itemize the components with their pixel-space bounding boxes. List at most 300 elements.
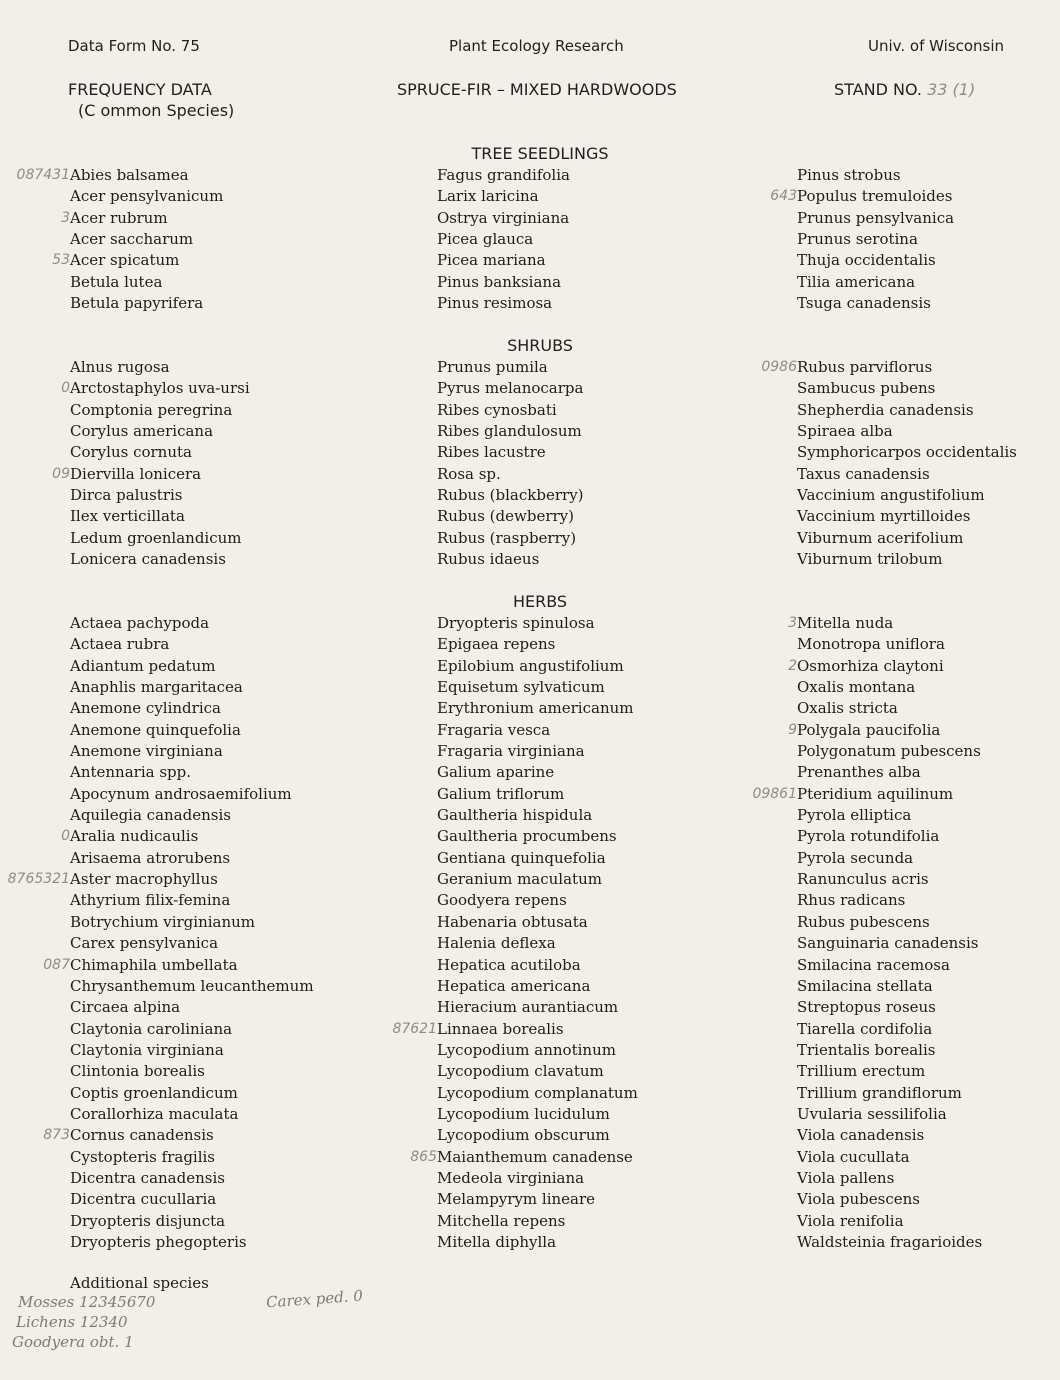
handwritten-tally: 3 (61, 209, 70, 226)
species-name: Arctostaphylos uva-ursi (70, 379, 250, 398)
species-row (437, 528, 584, 549)
species-name: Antennaria spp. (70, 763, 192, 782)
species-row (797, 826, 982, 847)
species-row (70, 186, 223, 207)
species-name: Melampyrym lineare (437, 1190, 596, 1209)
species-row (797, 485, 1017, 506)
species-name: Taxus canadensis (797, 464, 930, 483)
species-row (797, 1040, 982, 1061)
species-name: Prunus serotina (797, 230, 918, 249)
species-name: Ledum groenlandicum (70, 528, 242, 547)
species-row (70, 357, 250, 378)
species-name: Rubus idaeus (437, 550, 540, 569)
species-name: Alnus rugosa (70, 358, 170, 376)
species-name: Viola cucullata (797, 1147, 910, 1166)
species-row (797, 378, 1017, 399)
species-name: Ribes cynosbati (437, 400, 557, 419)
species-name: Anemone virginiana (70, 742, 223, 761)
species-row (70, 805, 314, 826)
shrubs-col1 (52, 357, 250, 570)
species-row (437, 186, 570, 207)
species-name: Oxalis stricta (797, 699, 898, 718)
species-row (788, 656, 982, 677)
species-name: Acer spicatum (70, 251, 180, 270)
species-name: Comptonia peregrina (70, 400, 233, 419)
species-name: Epigaea repens (437, 635, 556, 654)
species-row (437, 1211, 638, 1232)
species-row (70, 400, 250, 421)
species-row (437, 613, 638, 634)
handwritten-tally: 53 (52, 252, 70, 269)
species-name: Pinus resimosa (437, 294, 553, 313)
species-row (797, 1168, 982, 1189)
species-row (437, 250, 570, 271)
species-row (437, 1104, 638, 1125)
species-name: Lycopodium obscurum (437, 1126, 610, 1145)
species-name: Pyrola elliptica (797, 806, 912, 825)
shrubs-col3 (761, 357, 1017, 570)
species-name: Rubus (raspberry) (437, 528, 577, 547)
species-name: Symphoricarpos occidentalis (797, 443, 1017, 462)
species-row (437, 848, 638, 869)
species-name: Lycopodium clavatum (437, 1062, 604, 1081)
species-row (437, 293, 570, 314)
species-row (437, 677, 638, 698)
handwritten-mosses: Mosses 12345670 (18, 1293, 156, 1311)
species-name: Trientalis borealis (797, 1040, 936, 1059)
handwritten-tally: 8765321 (7, 871, 70, 888)
species-name: Cornus canadensis (70, 1126, 214, 1145)
species-name: Mitchella repens (437, 1211, 566, 1230)
species-row (797, 933, 982, 954)
species-row (797, 890, 982, 911)
species-row (437, 869, 638, 890)
species-name: Botrychium virginianum (70, 912, 256, 931)
species-row (797, 677, 982, 698)
species-name: Tilia americana (797, 272, 916, 291)
species-row (797, 762, 982, 783)
species-name: Dryopteris phegopteris (70, 1232, 247, 1251)
species-name: Viola canadensis (797, 1126, 925, 1145)
handwritten-tally: 09 (52, 465, 70, 482)
species-row (70, 1083, 314, 1104)
species-row (752, 784, 982, 805)
species-row (437, 1189, 638, 1210)
species-row (70, 890, 314, 911)
species-name: Hepatica acutiloba (437, 955, 581, 974)
species-name: Halenia deflexa (437, 934, 556, 953)
species-name: Smilacina stellata (797, 976, 933, 995)
species-name: Rubus (blackberry) (437, 486, 584, 505)
species-row (437, 805, 638, 826)
tree-seedlings-col3 (770, 165, 955, 314)
species-name: Circaea alpina (70, 998, 181, 1017)
species-name: Viburnum trilobum (797, 550, 943, 569)
species-row (70, 997, 314, 1018)
species-name: Acer saccharum (70, 230, 194, 249)
species-row (797, 805, 982, 826)
species-row (437, 762, 638, 783)
species-row (437, 784, 638, 805)
species-row (437, 741, 638, 762)
species-row (70, 912, 314, 933)
species-name: Corallorhiza maculata (70, 1104, 239, 1123)
species-row (437, 698, 638, 719)
species-row (437, 997, 638, 1018)
additional-species-label: Additional species (70, 1274, 209, 1292)
handwritten-tally: 0 (61, 828, 70, 845)
species-name: Diervilla lonicera (70, 464, 202, 483)
species-row (797, 208, 954, 229)
species-row (70, 677, 314, 698)
species-name: Carex pensylvanica (70, 934, 219, 953)
species-row (797, 912, 982, 933)
species-row (797, 698, 982, 719)
species-name: Lycopodium annotinum (437, 1040, 616, 1059)
species-row (70, 506, 250, 527)
species-name: Acer rubrum (70, 208, 168, 227)
species-row (70, 421, 250, 442)
species-row (61, 826, 314, 847)
species-name: Abies balsamea (70, 166, 189, 184)
species-name: Geranium maculatum (437, 870, 602, 889)
species-name: Chimaphila umbellata (70, 955, 238, 974)
species-name: Aster macrophyllus (70, 870, 218, 889)
species-name: Chrysanthemum leucanthemum (70, 976, 314, 995)
handwritten-tally: 087 (43, 956, 70, 973)
species-row (797, 741, 982, 762)
species-row (70, 634, 314, 655)
species-row (70, 1019, 314, 1040)
species-name: Ostrya virginiana (437, 208, 570, 227)
species-name: Spiraea alba (797, 422, 893, 441)
species-name: Polygonatum pubescens (797, 742, 981, 761)
species-row (797, 955, 982, 976)
herbs-col1 (7, 613, 314, 1253)
species-row (797, 528, 1017, 549)
species-name: Betula lutea (70, 272, 163, 291)
species-name: Viola renifolia (797, 1211, 904, 1230)
species-row (70, 1061, 314, 1082)
species-row (797, 1104, 982, 1125)
species-name: Galium triflorum (437, 784, 565, 803)
species-name: Pyrus melanocarpa (437, 379, 584, 398)
species-name: Habenaria obtusata (437, 912, 588, 931)
species-row (437, 634, 638, 655)
handwritten-tally: 087431 (16, 167, 70, 183)
species-row (437, 208, 570, 229)
species-name: Prunus pensylvanica (797, 208, 955, 227)
species-row (797, 464, 1017, 485)
species-row (70, 549, 250, 570)
species-name: Adiantum pedatum (70, 656, 216, 675)
handwritten-tally: 873 (43, 1127, 70, 1144)
species-name: Medeola virginiana (437, 1168, 585, 1187)
species-row (797, 1189, 982, 1210)
species-name: Mitella diphylla (437, 1232, 557, 1251)
species-row (797, 400, 1017, 421)
species-name: Streptopus roseus (797, 998, 936, 1017)
species-row (797, 549, 1017, 570)
species-name: Anaphlis margaritacea (70, 678, 243, 697)
section-title-tree-seedlings: TREE SEEDLINGS (471, 144, 609, 163)
handwritten-tally: 865 (410, 1148, 437, 1165)
species-row (392, 1019, 638, 1040)
species-name: Ribes glandulosum (437, 422, 582, 441)
species-row (797, 293, 954, 314)
species-row (437, 656, 638, 677)
species-name: Apocynum androsaemifolium (70, 784, 292, 803)
species-name: Epilobium angustifolium (437, 656, 624, 675)
species-row (70, 442, 250, 463)
species-row (797, 1211, 982, 1232)
species-row (437, 720, 638, 741)
species-name: Maianthemum canadense (437, 1147, 633, 1166)
species-row (52, 464, 250, 485)
shrubs-col2 (437, 357, 584, 570)
species-row (797, 848, 982, 869)
handwritten-tally: 2 (788, 657, 797, 674)
species-row (7, 869, 314, 890)
handwritten-tally: 0986 (761, 359, 797, 375)
species-row (437, 933, 638, 954)
species-row (70, 848, 314, 869)
species-name: Rubus pubescens (797, 912, 930, 931)
species-row (43, 1125, 314, 1146)
species-row (70, 698, 314, 719)
species-row (797, 976, 982, 997)
herbs-col2 (392, 613, 638, 1253)
species-name: Lycopodium lucidulum (437, 1104, 610, 1123)
handwritten-goodyera: Goodyera obt. 1 (12, 1333, 134, 1351)
species-name: Dryopteris spinulosa (437, 614, 595, 632)
species-name: Fagus grandifolia (437, 166, 570, 184)
species-row (437, 229, 570, 250)
species-row (797, 229, 954, 250)
species-row (70, 1168, 314, 1189)
species-name: Coptis groenlandicum (70, 1083, 238, 1102)
species-name: Thuja occidentalis (797, 251, 936, 270)
handwritten-tally: 09861 (752, 785, 797, 802)
species-row (70, 1104, 314, 1125)
species-name: Athyrium filix-femina (70, 891, 231, 910)
species-name: Pyrola rotundifolia (797, 827, 940, 846)
species-row (797, 1147, 982, 1168)
handwritten-lichens: Lichens 12340 (16, 1313, 128, 1331)
species-name: Betula papyrifera (70, 294, 204, 313)
handwritten-tally: 0 (61, 380, 70, 397)
species-name: Corylus cornuta (70, 443, 192, 462)
species-name: Shepherdia canadensis (797, 400, 974, 419)
species-name: Polygala paucifolia (797, 720, 941, 739)
species-name: Vaccinium angustifolium (797, 486, 985, 505)
species-row (70, 1147, 314, 1168)
species-row (437, 506, 584, 527)
species-name: Pinus strobus (797, 166, 901, 184)
species-row (410, 1147, 638, 1168)
tree-seedlings-col2 (437, 165, 570, 314)
species-row (797, 250, 954, 271)
species-row (437, 442, 584, 463)
species-name: Aquilegia canadensis (70, 806, 231, 825)
institution-name: Univ. of Wisconsin (868, 37, 1005, 55)
species-name: Erythronium americanum (437, 699, 634, 718)
species-row (437, 464, 584, 485)
species-row (437, 378, 584, 399)
species-row (788, 613, 982, 634)
species-row (437, 485, 584, 506)
species-row (797, 165, 954, 186)
species-row (70, 528, 250, 549)
handwritten-tally: 3 (788, 615, 797, 631)
species-row (70, 1189, 314, 1210)
form-number: Data Form No. 75 (68, 37, 200, 55)
species-name: Lycopodium complanatum (437, 1083, 638, 1102)
species-name: Anemone cylindrica (70, 699, 221, 718)
species-row (70, 485, 250, 506)
species-name: Gaultheria hispidula (437, 806, 593, 825)
species-name: Ilex verticillata (70, 507, 185, 526)
species-name: Trillium erectum (797, 1062, 926, 1081)
species-name: Corylus americana (70, 422, 214, 441)
species-row (70, 933, 314, 954)
herbs-col3 (752, 613, 983, 1253)
species-row (437, 890, 638, 911)
tree-seedlings-col1 (16, 165, 224, 314)
species-row (43, 955, 314, 976)
stand-number (834, 80, 975, 99)
species-row (797, 997, 982, 1018)
species-name: Vaccinium myrtilloides (797, 507, 971, 526)
species-name: Actaea rubra (70, 635, 170, 654)
species-name: Fragaria vesca (437, 720, 551, 739)
species-name: Dirca palustris (70, 486, 183, 505)
species-name: Oxalis montana (797, 678, 916, 697)
species-name: Fragaria virginiana (437, 742, 585, 761)
species-name: Rosa sp. (437, 464, 501, 483)
species-row (70, 784, 314, 805)
species-row (70, 762, 314, 783)
species-row (437, 826, 638, 847)
species-name: Clintonia borealis (70, 1062, 205, 1081)
species-row (437, 1083, 638, 1104)
species-name: Sanguinaria canadensis (797, 934, 979, 953)
species-name: Prunus pumila (437, 358, 548, 376)
species-name: Hepatica americana (437, 976, 591, 995)
species-row (70, 720, 314, 741)
species-name: Picea glauca (437, 230, 534, 249)
species-row (437, 1040, 638, 1061)
species-name: Smilacina racemosa (797, 955, 950, 974)
species-row (70, 1040, 314, 1061)
species-row (70, 1211, 314, 1232)
species-row (437, 165, 570, 186)
species-row (797, 1125, 982, 1146)
species-row (788, 720, 982, 741)
species-row (437, 955, 638, 976)
species-name: Pyrola secunda (797, 848, 914, 867)
species-name: Pinus banksiana (437, 272, 562, 291)
community-title: SPRUCE-FIR – MIXED HARDWOODS (397, 80, 677, 99)
species-row (70, 229, 223, 250)
species-row (437, 421, 584, 442)
species-row (437, 976, 638, 997)
species-row (437, 912, 638, 933)
species-name: Dryopteris disjuncta (70, 1211, 226, 1230)
species-row (52, 250, 223, 271)
species-row (797, 1232, 982, 1253)
handwritten-carex: Carex ped. 0 (265, 1286, 364, 1312)
species-name: Populus tremuloides (797, 187, 953, 206)
species-name: Rhus radicans (797, 891, 906, 910)
species-row (70, 1232, 314, 1253)
handwritten-tally: 9 (788, 721, 797, 738)
species-row (16, 165, 223, 186)
species-row (797, 272, 954, 293)
species-name: Rubus (dewberry) (437, 507, 574, 526)
species-row (797, 442, 1017, 463)
handwritten-tally: 643 (770, 188, 797, 205)
program-name: Plant Ecology Research (449, 37, 624, 55)
species-name: Prenanthes alba (797, 763, 921, 782)
species-row (70, 976, 314, 997)
species-name: Goodyera repens (437, 891, 567, 910)
species-name: Dicentra cucullaria (70, 1190, 217, 1209)
species-name: Trillium grandiflorum (797, 1083, 962, 1102)
species-name: Lonicera canadensis (70, 550, 226, 569)
frequency-subtitle: (C ommon Species) (78, 101, 235, 120)
species-name: Arisaema atrorubens (70, 848, 231, 867)
species-name: Gentiana quinquefolia (437, 848, 606, 867)
species-name: Linnaea borealis (437, 1019, 564, 1038)
species-name: Gaultheria procumbens (437, 827, 617, 846)
frequency-title: FREQUENCY DATA (68, 80, 212, 99)
species-row (70, 741, 314, 762)
species-name: Viola pallens (797, 1168, 895, 1187)
species-row (437, 1061, 638, 1082)
species-name: Anemone quinquefolia (70, 720, 241, 739)
species-name: Osmorhiza claytoni (797, 656, 944, 675)
species-name: Ranunculus acris (797, 870, 929, 889)
species-row (437, 357, 584, 378)
species-row (437, 400, 584, 421)
section-title-shrubs: SHRUBS (507, 336, 573, 355)
section-title-herbs: HERBS (512, 592, 568, 611)
species-name: Acer pensylvanicum (70, 187, 224, 206)
species-row (797, 421, 1017, 442)
species-name: Pteridium aquilinum (797, 784, 954, 803)
handwritten-tally: 87621 (392, 1020, 437, 1037)
species-row (61, 208, 223, 229)
species-row (70, 293, 223, 314)
species-row (437, 272, 570, 293)
species-row (70, 613, 314, 634)
species-name: Galium aparine (437, 763, 555, 782)
species-row (70, 656, 314, 677)
species-row (437, 1125, 638, 1146)
species-row (797, 869, 982, 890)
species-name: Tsuga canadensis (797, 294, 931, 313)
species-row (437, 549, 584, 570)
species-name: Viburnum acerifolium (797, 528, 964, 547)
species-row (770, 186, 954, 207)
species-name: Picea mariana (437, 251, 546, 270)
species-row (70, 272, 223, 293)
species-name: Claytonia virginiana (70, 1040, 224, 1059)
species-name: Larix laricina (437, 187, 539, 206)
species-row (797, 506, 1017, 527)
species-name: Waldsteinia fragarioides (797, 1232, 983, 1251)
